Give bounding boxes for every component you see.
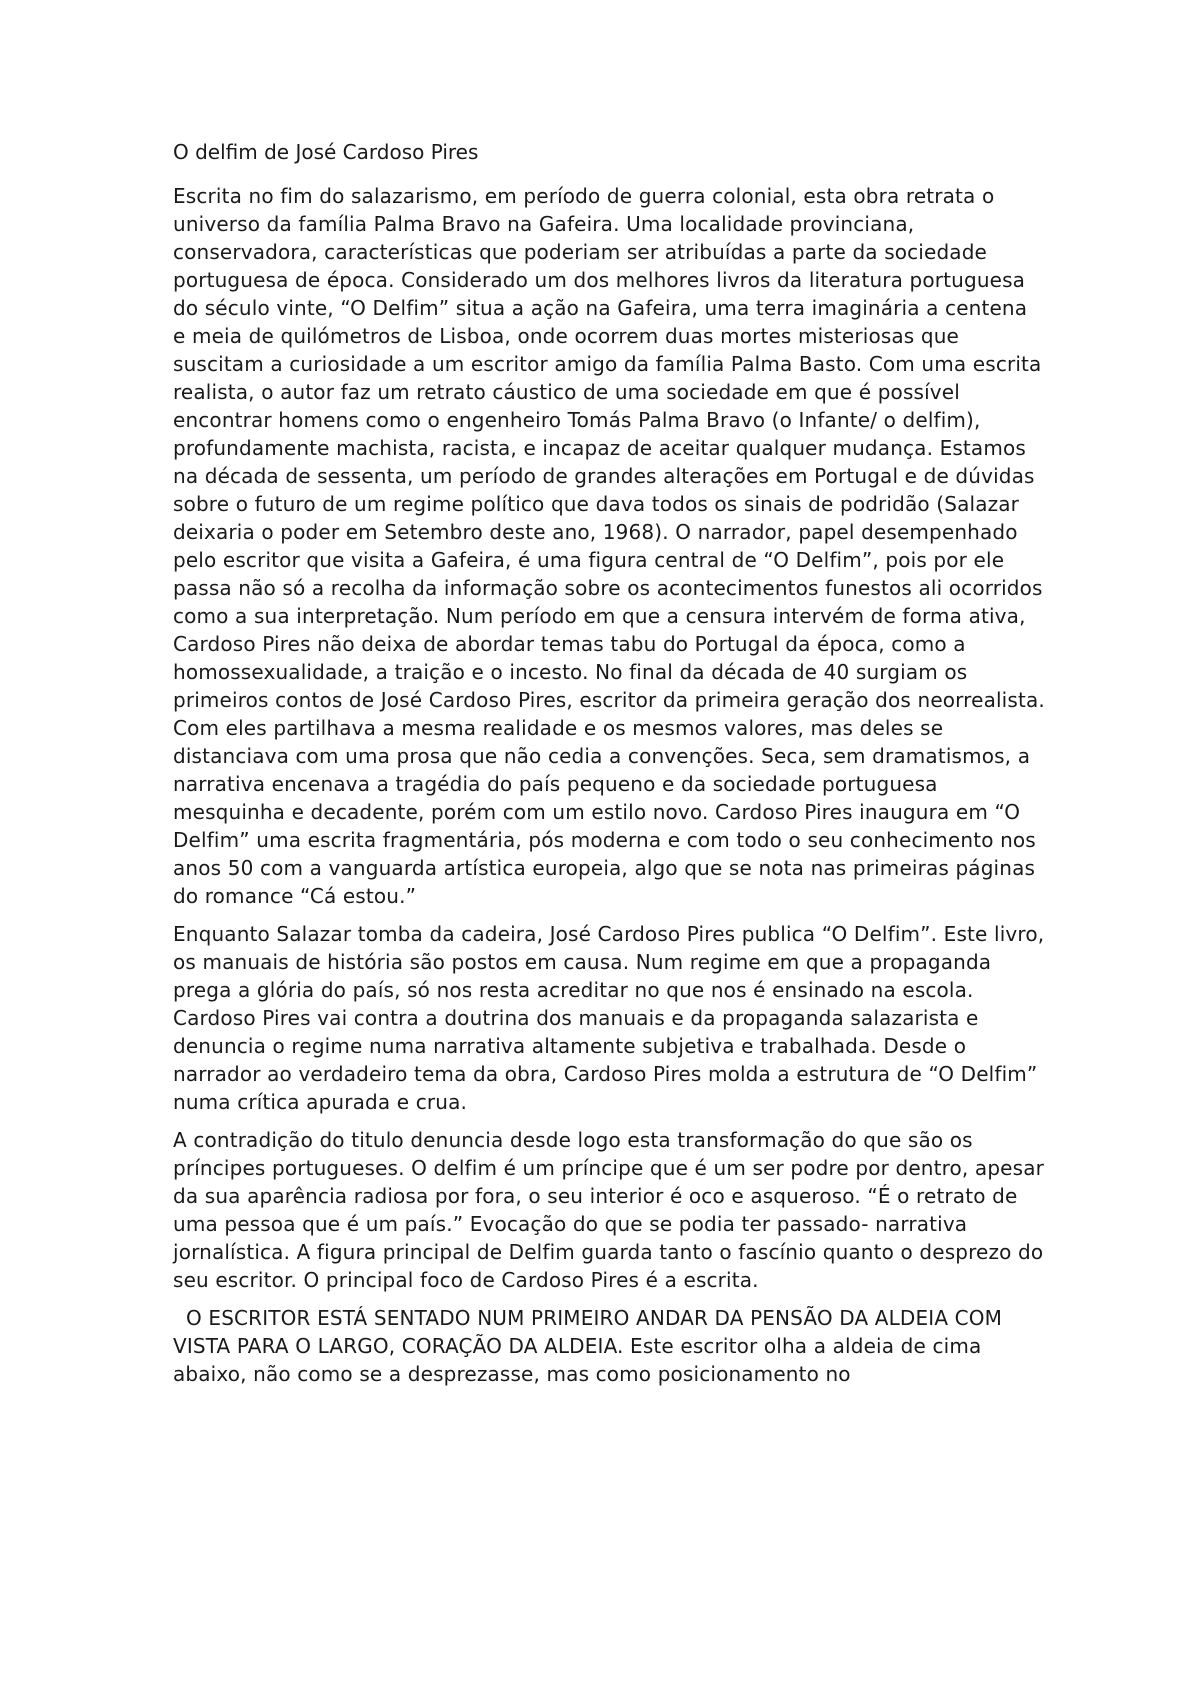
document-title: O delfim de José Cardoso Pires: [173, 140, 479, 164]
document-page: [173, 138, 1045, 1398]
paragraph-4: O ESCRITOR ESTÁ SENTADO NUM PRIMEIRO ANDAR DA PENSÃO DA ALDEIA COM VISTA PARA O LARGO, CORAÇÃO DA ALDEIA. Este escritor olha a aldeia de cima abaixo, não como se a desprezasse, mas como posicionamento no: [173, 1306, 1009, 1386]
paragraph-1: Escrita no fim do salazarismo, em período de guerra colonial, esta obra retrata o universo da família Palma Bravo na Gafeira. Uma localidade provinciana, conservadora, características que poderiam ser atribuídas a parte da sociedade portuguesa de época. Considerado um dos melhores livros da literatura portuguesa do século vinte, “O Delfim” situa a ação na Gafeira, uma terra imaginária a centena e meia de quilómetros de Lisboa, onde ocorrem duas mortes misteriosas que suscitam a curiosidade a um escritor amigo da família Palma Basto. Com uma escrita realista, o autor faz um retrato cáustico de uma sociedade em que é possível encontrar homens como o engenheiro Tomás Palma Bravo (o Infante/ o delfim), profundamente machista, racista, e incapaz de aceitar qualquer mudança. Estamos na década de sessenta, um período de grandes alterações em Portugal e de dúvidas sobre o futuro de um regime político que dava todos os sinais de podridão (Salazar deixaria o poder em Setembro deste ano, 1968). O narrador, papel desempenhado pelo escritor que visita a Gafeira, é uma figura central de “O Delfim”, pois por ele passa não só a recolha da informação sobre os acontecimentos funestos ali ocorridos como a sua interpretação. Num período em que a censura intervém de forma ativa, Cardoso Pires não deixa de abordar temas tabu do Portugal da época, como a homossexualidade, a traição e o incesto. No final da década de 40 surgiam os primeiros contos de José Cardoso Pires, escritor da primeira geração dos neorrealista. Com eles partilhava a mesma realidade e os mesmos valores, mas deles se distanciava com uma prosa que não cedia a convenções. Seca, sem dramatismos, a narrativa encenava a tragédia do país pequeno e da sociedade portuguesa mesquinha e decadente, porém com um estilo novo. Cardoso Pires inaugura em “O Delfim” uma escrita fragmentária, pós moderna e com todo o seu conhecimento nos anos 50 com a vanguarda artística europeia, algo que se nota nas primeiras páginas do romance “Cá estou.”: [173, 184, 1045, 908]
paragraph-3: A contradição do titulo denuncia desde logo esta transformação do que são os príncipes portugueses. O delfim é um príncipe que é um ser podre por dentro, apesar da sua aparência radiosa por fora, o seu interior é oco e asqueroso. “É o retrato de uma pessoa que é um país.” Evocação do que se podia ter passado- narrativa jornalística. A figura principal de Delfim guarda tanto o fascínio quanto o desprezo do seu escritor. O principal foco de Cardoso Pires é a escrita.: [173, 1128, 1044, 1292]
paragraph-2: Enquanto Salazar tomba da cadeira, José Cardoso Pires publica “O Delfim”. Este livro, os manuais de história são postos em causa. Num regime em que a propaganda prega a glória do país, só nos resta acreditar no que nos é ensinado na escola. Cardoso Pires vai contra a doutrina dos manuais e da propaganda salazarista e denuncia o regime numa narrativa altamente subjetiva e trabalhada. Desde o narrador ao verdadeiro tema da obra, Cardoso Pires molda a estrutura de “O Delfim” numa crítica apurada e crua.: [173, 922, 1045, 1114]
